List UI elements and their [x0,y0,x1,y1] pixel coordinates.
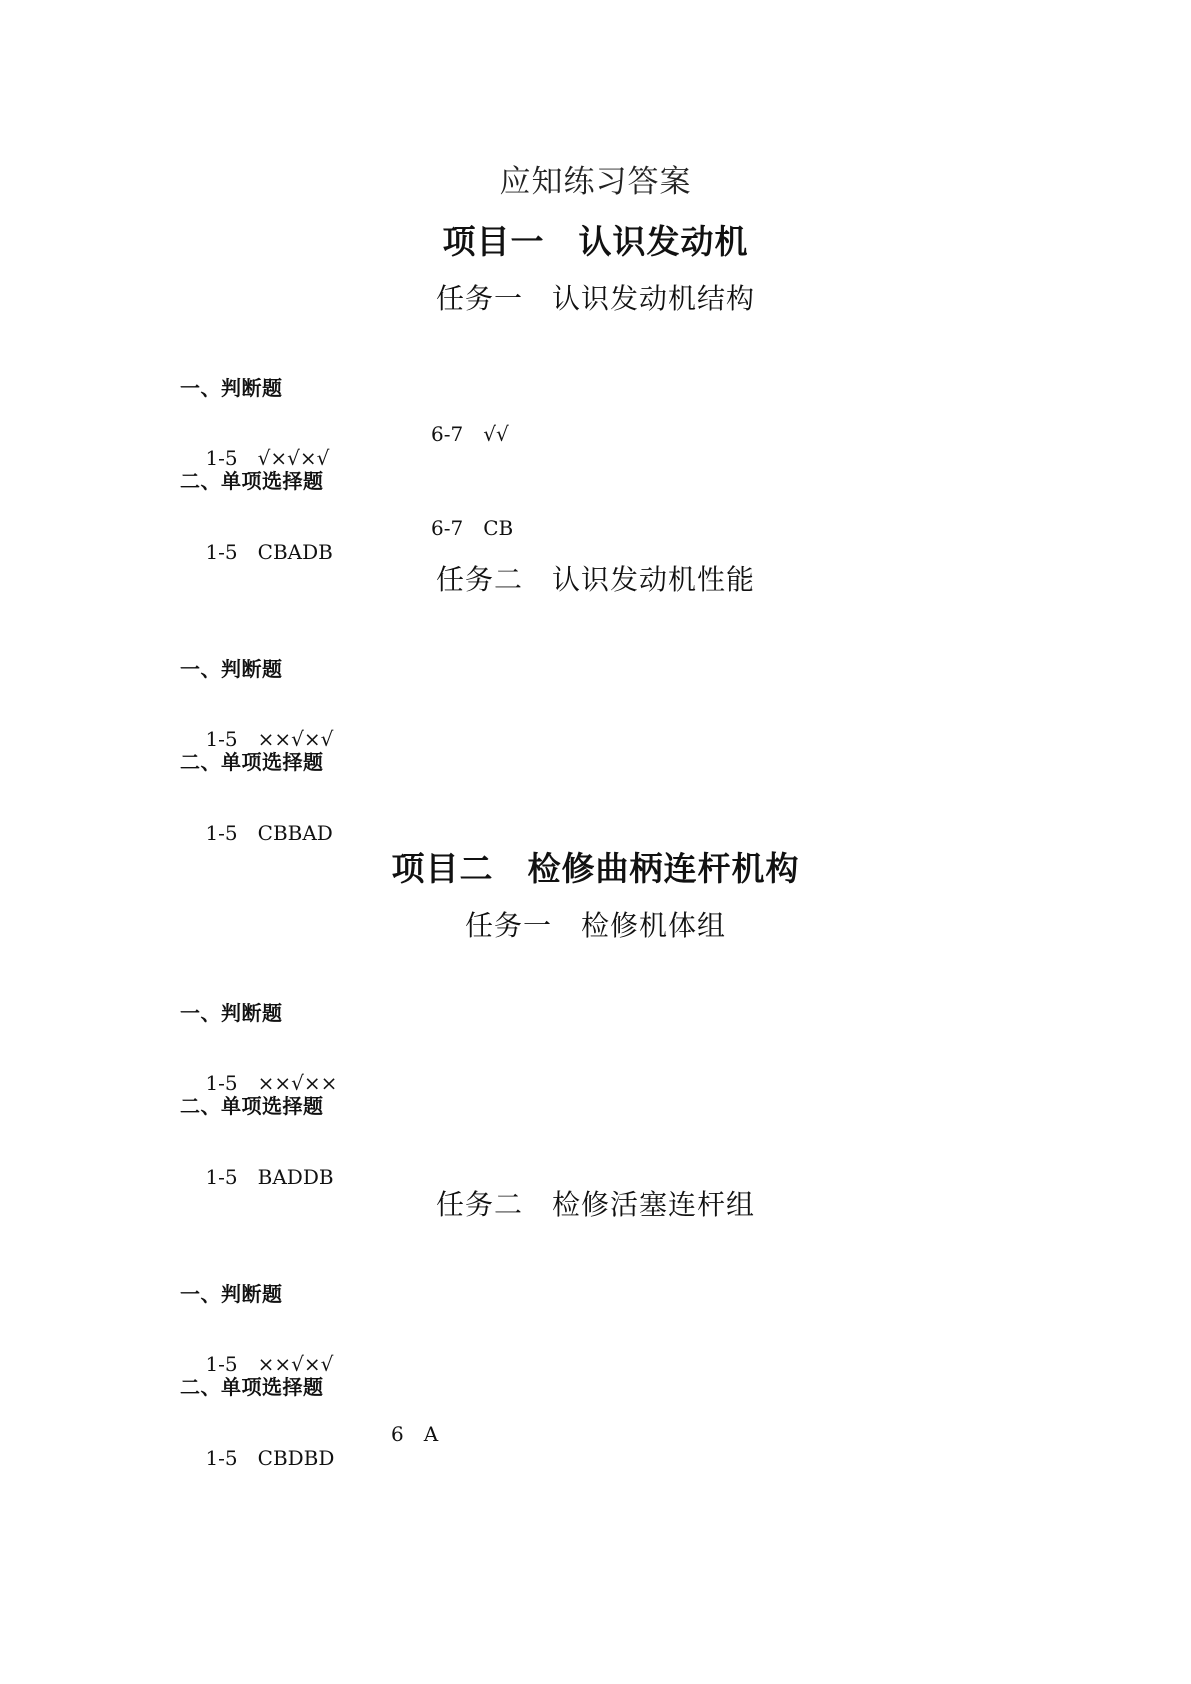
choice-heading: 二、单项选择题 [180,1375,324,1399]
answer-range-6: 6 A [391,1422,439,1446]
answer-range-1-5: 1-5 √×√×√ [205,446,330,470]
document-title: 应知练习答案 [499,164,692,200]
project-1-task-1-title: 任务一 认识发动机结构 [435,282,755,315]
choice-heading: 二、单项选择题 [180,469,324,493]
answer-range-1-5: 1-5 CBBAD [205,821,333,845]
project-1-title: 项目一 认识发动机 [442,222,749,261]
answer-range-6-7: 6-7 √√ [431,422,509,446]
judgement-heading: 一、判断题 [180,376,283,400]
judgement-heading: 一、判断题 [180,1282,283,1306]
project-2-title: 项目二 检修曲柄连杆机构 [391,849,800,888]
project-2-task-1-title: 任务一 检修机体组 [464,909,726,942]
project-1-task-2-title: 任务二 认识发动机性能 [435,563,755,596]
answer-range-1-5: 1-5 CBADB [205,540,333,564]
answer-range-1-5: 1-5 CBDBD [205,1446,335,1470]
choice-heading: 二、单项选择题 [180,1094,324,1118]
project-2-task-2-title: 任务二 检修活塞连杆组 [435,1188,755,1221]
answer-range-1-5: 1-5 ××√×√ [205,727,334,751]
answer-range-1-5: 1-5 BADDB [205,1165,334,1189]
choice-heading: 二、单项选择题 [180,750,324,774]
answer-range-1-5: 1-5 ××√×× [205,1071,338,1095]
answer-range-6-7: 6-7 CB [431,516,514,540]
answer-range-1-5: 1-5 ××√×√ [205,1352,334,1376]
judgement-heading: 一、判断题 [180,657,283,681]
judgement-heading: 一、判断题 [180,1001,283,1025]
choice-answers-row [180,1418,439,1519]
